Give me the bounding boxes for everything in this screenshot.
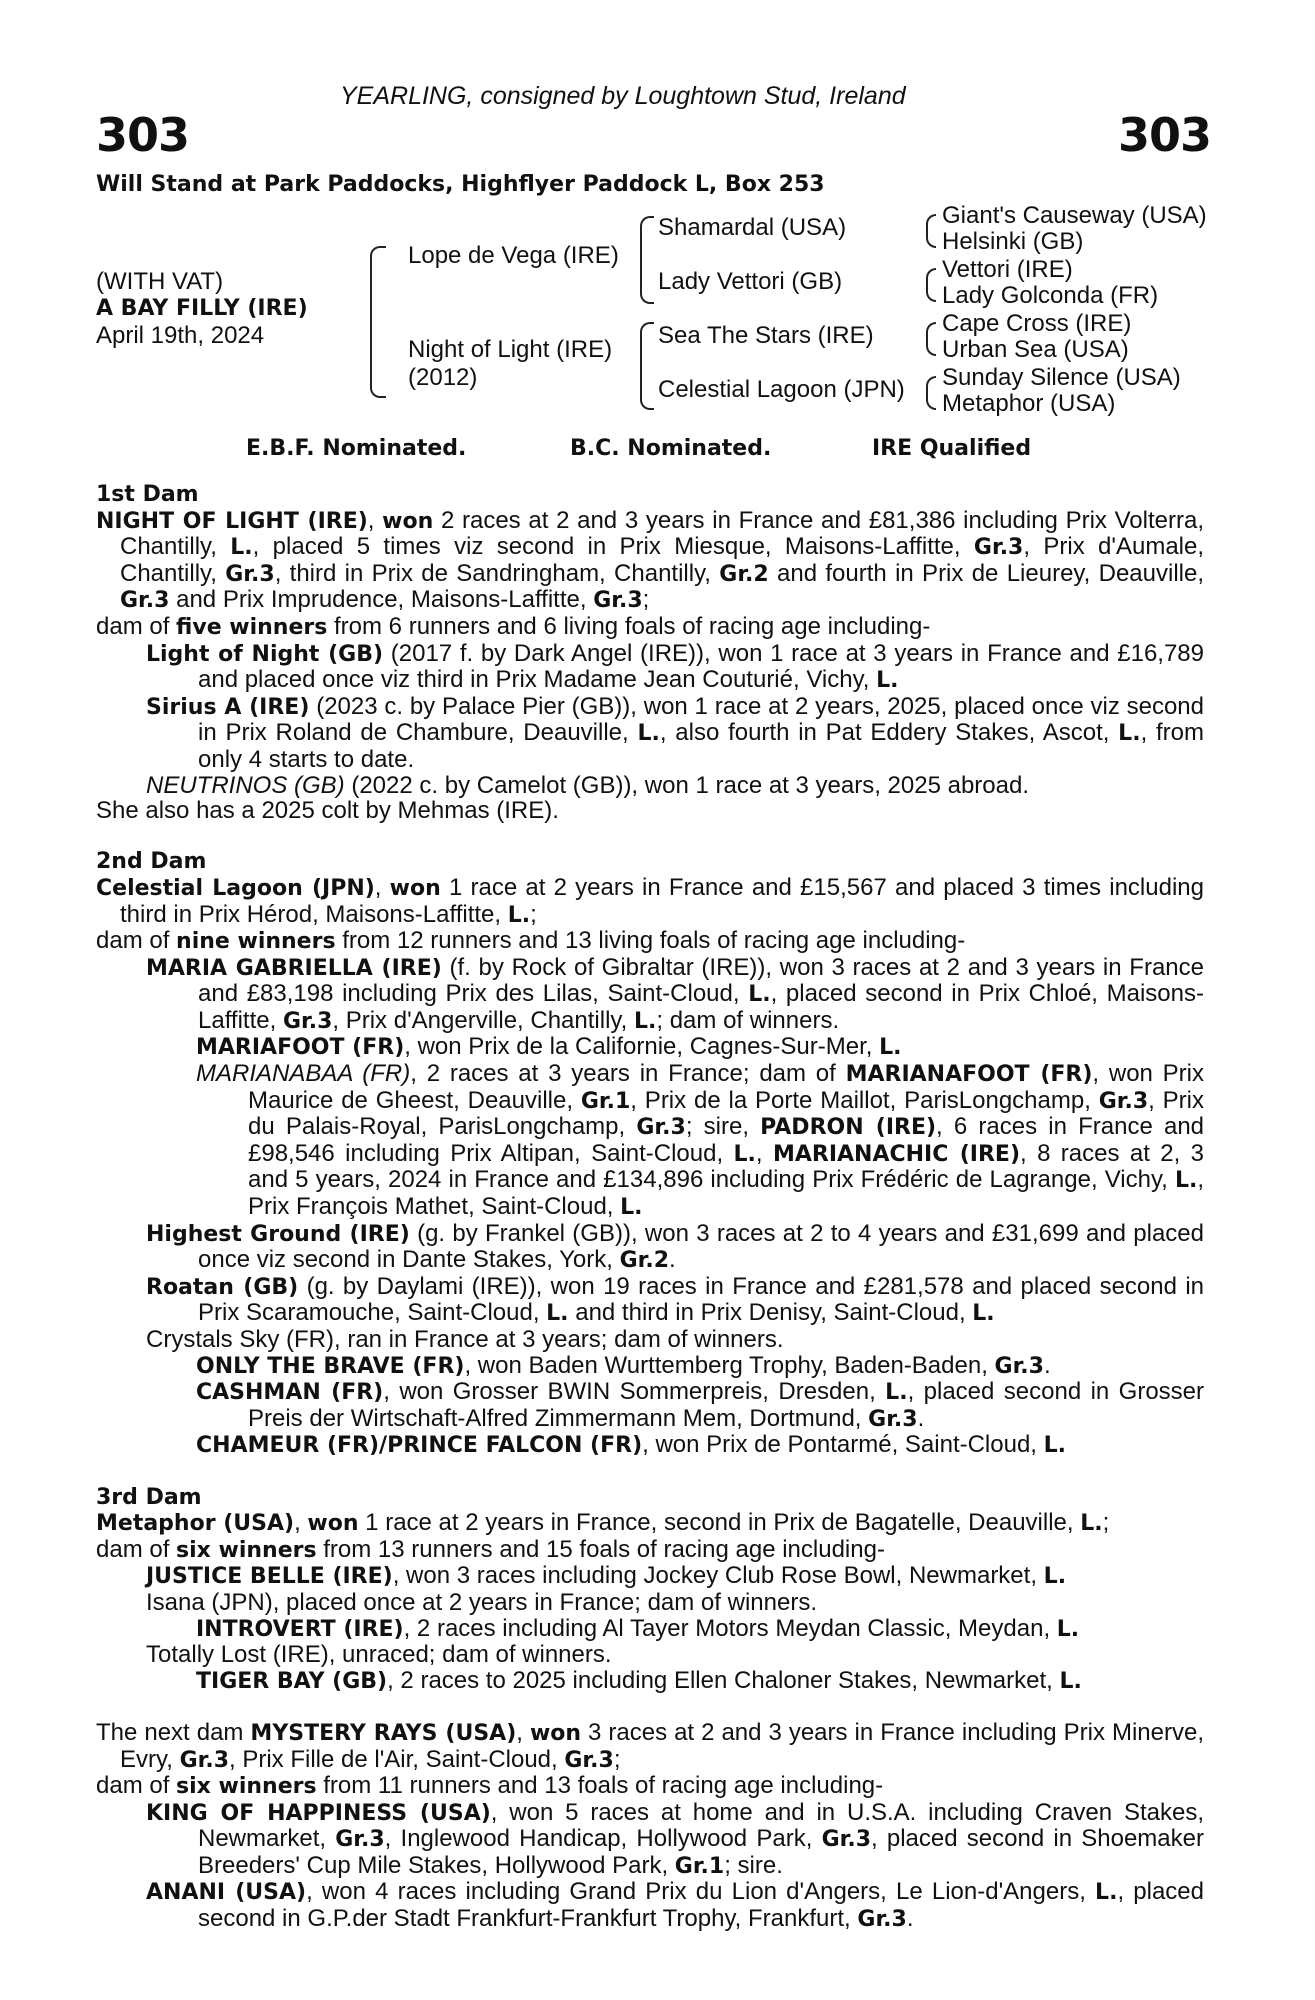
pedigree-entry	[96, 1800, 1204, 1880]
section-heading: 1st Dam	[96, 482, 199, 507]
bold-text: won	[389, 875, 441, 901]
text-run: , also fourth in Pat Eddery Stakes, Ascot,	[659, 719, 1119, 747]
bold-text: Gr.3	[636, 1115, 686, 1141]
bold-text: CHAMEUR (FR)/PRINCE FALCON (FR)	[196, 1433, 643, 1459]
bold-text: Gr.3	[994, 1353, 1044, 1379]
text-run: from 12 runners and 13 living foals of racing age including-	[335, 927, 966, 955]
bold-text: L.	[230, 535, 253, 561]
bold-text: L.	[1174, 1168, 1198, 1194]
bold-text: KING OF HAPPINESS (USA)	[146, 1800, 491, 1826]
text-run: 1 race at 2 years in France, second in Prix de Bagatelle, Deauville,	[358, 1509, 1081, 1537]
text-run: .	[906, 1905, 914, 1933]
text-run: ;	[642, 586, 650, 614]
stand-location: Will Stand at Park Paddocks, Highflyer Paddock L, Box 253	[96, 172, 825, 197]
foaling-date: April 19th, 2024	[96, 322, 265, 349]
text-run: , Prix François Mathet, Saint-Cloud,	[248, 1166, 1204, 1221]
text-run: Crystals Sky (FR), ran in France at 3 years; dam of winners.	[146, 1326, 784, 1353]
pedigree-entry	[96, 875, 1204, 928]
ggp-6: Urban Sea (USA)	[942, 336, 1129, 363]
bold-text: Gr.3	[857, 1907, 907, 1933]
bold-text: PADRON (IRE)	[760, 1115, 937, 1141]
ggp-4: Lady Golconda (FR)	[942, 282, 1159, 309]
text-run: from 13 runners and 15 foals of racing age including-	[316, 1535, 885, 1563]
bold-text: Gr.3	[282, 1008, 333, 1034]
text-run: , 6 races in France and £98,546 including Prix Altipan, Saint-Cloud,	[248, 1113, 1205, 1167]
text-run: , Prix de la Porte Maillot, ParisLongchamp,	[630, 1086, 1099, 1114]
bold-text: Metaphor (USA)	[96, 1511, 295, 1537]
bold-text: MARIAFOOT (FR)	[196, 1035, 405, 1061]
bold-text: Gr.3	[225, 561, 275, 587]
pedigree-brace-sire	[640, 216, 654, 304]
text-run: .	[917, 1404, 925, 1432]
pedigree-entry	[96, 508, 1204, 614]
bold-text: six winners	[176, 1774, 317, 1800]
sire-sire-name: Shamardal (USA)	[658, 214, 847, 241]
bold-text: MYSTERY RAYS (USA)	[250, 1720, 517, 1746]
pedigree-entry	[96, 1061, 1204, 1221]
pedigree-brace-g3	[926, 322, 936, 356]
bold-text: L.	[885, 1380, 908, 1406]
ebf-nominated: E.B.F. Nominated.	[246, 436, 467, 461]
bold-text: TIGER BAY (GB)	[196, 1668, 388, 1694]
ggp-2: Helsinki (GB)	[942, 228, 1084, 255]
pedigree-brace-g4	[926, 376, 936, 410]
bold-text: won	[307, 1511, 359, 1537]
consignment-line: YEARLING, consigned by Loughtown Stud, Ireland	[340, 82, 906, 110]
pedigree-entry	[96, 1510, 1204, 1537]
pedigree-entry	[96, 773, 1204, 799]
text-run: ,	[755, 1139, 773, 1167]
text-run: from 11 runners and 13 foals of racing age including-	[316, 1772, 884, 1800]
text-run: and Prix Imprudence, Maisons-Laffitte,	[169, 586, 594, 614]
bold-text: MARIANACHIC (IRE)	[772, 1141, 1021, 1167]
bold-text: ANANI (USA)	[146, 1880, 307, 1906]
text-run: , placed second in Grosser Preis der Wirtschaft-Alfred Zimmermann Mem, Dortmund,	[248, 1378, 1205, 1432]
text-run: , Prix d'Angerville, Chantilly,	[332, 1006, 634, 1034]
bold-text: L.	[748, 982, 771, 1008]
bold-text: Sirius A (IRE)	[146, 694, 310, 720]
bold-text: L.	[1118, 721, 1141, 747]
vat-note: (WITH VAT)	[96, 268, 224, 295]
bold-text: Gr.3	[973, 535, 1024, 561]
bold-text: L.	[972, 1301, 995, 1327]
pedigree-entry	[96, 614, 1204, 641]
italic-text: MARIANABAA (FR)	[196, 1060, 411, 1088]
section-heading: 2nd Dam	[96, 849, 207, 875]
text-run: She also has a 2025 colt by Mehmas (IRE).	[96, 797, 559, 825]
pedigree-entry	[96, 955, 1204, 1035]
bold-text: L.	[1056, 1616, 1080, 1642]
text-run: dam of	[96, 1535, 177, 1563]
bold-text: Celestial Lagoon (JPN)	[96, 875, 375, 901]
text-run: , 2 races to 2025 including Ellen Chaloner Stakes, Newmarket,	[387, 1666, 1060, 1694]
pedigree-entry	[96, 1034, 1204, 1061]
italic-text: NEUTRINOS (GB)	[146, 771, 345, 799]
sire-name: Lope de Vega (IRE)	[408, 242, 619, 269]
pedigree-brace-g1	[926, 214, 936, 248]
text-run: Totally Lost (IRE), unraced; dam of winners.	[146, 1641, 612, 1669]
pedigree-entry	[96, 1642, 1204, 1668]
produce-record	[96, 482, 1204, 1933]
bold-text: Gr.3	[335, 1827, 385, 1853]
text-run: , 2 races at 3 years in France; dam of	[410, 1060, 846, 1088]
bc-nominated: B.C. Nominated.	[570, 436, 772, 461]
text-run: ,	[294, 1509, 308, 1537]
bold-text: Light of Night (GB)	[146, 641, 384, 667]
bold-text: CASHMAN (FR)	[196, 1380, 384, 1406]
pedigree-brace-main	[370, 246, 386, 398]
bold-text: Gr.3	[564, 1747, 614, 1773]
bold-text: six winners	[176, 1537, 317, 1563]
text-run: dam of	[96, 1772, 177, 1800]
text-run: 1 race at 2 years in France and £15,567 and placed 3 times including third in Prix Hérod, Maisons-Laffitte,	[120, 873, 1204, 928]
ggp-3: Vettori (IRE)	[942, 256, 1073, 283]
bold-text: L.	[633, 1008, 657, 1034]
pedigree-entry	[96, 1773, 1204, 1800]
bold-text: Gr.3	[868, 1406, 918, 1432]
text-run: , won Prix Maurice de Gheest, Deauville,	[248, 1060, 1205, 1114]
bold-text: L.	[1080, 1511, 1103, 1537]
section-heading: 3rd Dam	[96, 1484, 202, 1510]
text-run: and fourth in Prix de Lieurey, Deauville,	[768, 559, 1205, 587]
text-run: , Prix du Palais-Royal, ParisLongchamp,	[248, 1086, 1204, 1141]
bold-text: L.	[1059, 1668, 1082, 1694]
bold-text: Gr.3	[1098, 1088, 1149, 1114]
lot-number-left: 303	[96, 108, 190, 162]
bold-text: Gr.3	[593, 588, 643, 614]
text-run: (2023 c. by Palace Pier (GB)), won 1 race at 2 years, 2025, placed once viz second in Prix Roland de Chambure, Deauville,	[198, 692, 1204, 747]
bold-text: NIGHT OF LIGHT (IRE)	[96, 508, 368, 534]
bold-text: INTROVERT (IRE)	[196, 1616, 404, 1642]
text-run: , placed 5 times viz second in Prix Miesque, Maisons-Laffitte,	[252, 533, 974, 561]
text-run: ;	[613, 1745, 621, 1773]
horse-name: A BAY FILLY (IRE)	[96, 296, 308, 321]
ggp-7: Sunday Silence (USA)	[942, 364, 1181, 391]
pedigree-entry	[96, 1879, 1204, 1932]
pedigree-entry	[96, 1537, 1204, 1564]
text-run: , won 5 races at home and in U.S.A. including Craven Stakes, Newmarket,	[198, 1798, 1204, 1853]
bold-text: Gr.1	[580, 1088, 631, 1114]
bold-text: L.	[733, 1141, 756, 1167]
bold-text: Gr.2	[719, 561, 769, 587]
bold-text: won	[529, 1720, 582, 1746]
text-run: ;	[1102, 1509, 1110, 1537]
bold-text: L.	[507, 902, 531, 928]
pedigree-entry	[96, 694, 1204, 773]
bold-text: Roatan (GB)	[146, 1274, 299, 1300]
pedigree-entry	[96, 1221, 1204, 1274]
bold-text: Gr.3	[179, 1747, 229, 1773]
ggp-8: Metaphor (USA)	[942, 390, 1116, 417]
bold-text: MARIA GABRIELLA (IRE)	[146, 955, 442, 981]
text-run: (g. by Daylami (IRE)), won 19 races in France and £281,578 and placed second in Prix Scaramouche, Saint-Cloud,	[198, 1272, 1204, 1327]
lot-number-right: 303	[1118, 108, 1212, 162]
bold-text: five winners	[176, 614, 328, 640]
bold-text: Gr.1	[674, 1853, 725, 1879]
bold-text: won	[382, 508, 434, 534]
text-run: , placed second in Shoemaker Breeders' Cup Mile Stakes, Hollywood Park,	[198, 1825, 1204, 1879]
text-run: , Prix Fille de l'Air, Saint-Cloud,	[229, 1745, 565, 1773]
pedigree-brace-dam	[640, 322, 654, 410]
bold-text: L.	[876, 668, 899, 694]
bold-text: nine winners	[176, 929, 336, 955]
text-run: ; sire.	[724, 1851, 783, 1879]
bold-text: L.	[637, 721, 660, 747]
ire-qualified: IRE Qualified	[872, 436, 1032, 461]
pedigree-entry	[96, 798, 1204, 824]
pedigree-entry	[96, 928, 1204, 955]
bold-text: Highest Ground (IRE)	[146, 1221, 410, 1247]
text-run: dam of	[96, 927, 177, 955]
text-run: (f. by Rock of Gibraltar (IRE)), won 3 races at 2 and 3 years in France and £83,198 including Prix des Lilas, Saint-Cloud,	[198, 953, 1204, 1008]
dam-year: (2012)	[408, 364, 478, 391]
text-run: ; dam of winners.	[656, 1006, 840, 1034]
bold-text: Gr.3	[821, 1827, 871, 1853]
pedigree-entry	[96, 1353, 1204, 1380]
bold-text: MARIANAFOOT (FR)	[845, 1062, 1093, 1088]
text-run: The next dam	[96, 1718, 251, 1746]
section-gap	[96, 1459, 1204, 1485]
text-run: dam of	[96, 612, 177, 640]
text-run: 2 races at 2 and 3 years in France and £81,386 including Prix Volterra, Chantilly,	[120, 506, 1204, 561]
bold-text: L.	[1043, 1433, 1067, 1459]
text-run: ; sire,	[685, 1113, 761, 1141]
pedigree-entry	[96, 1720, 1204, 1773]
text-run: , won Prix de Pontarmé, Saint-Cloud,	[642, 1431, 1044, 1459]
text-run: ;	[530, 900, 537, 928]
text-run: , won Prix de la Californie, Cagnes-Sur-Mer,	[404, 1033, 880, 1061]
pedigree-brace-g2	[926, 268, 936, 302]
pedigree-entry	[96, 1432, 1204, 1459]
bold-text: Gr.2	[619, 1248, 670, 1274]
ggp-5: Cape Cross (IRE)	[942, 310, 1132, 337]
section-gap	[96, 1694, 1204, 1720]
dam-name: Night of Light (IRE)	[408, 336, 613, 363]
text-run: , third in Prix de Sandringham, Chantilly,	[274, 559, 720, 587]
text-run: (2022 c. by Camelot (GB)), won 1 race at 3 years, 2025 abroad.	[344, 771, 1030, 799]
bold-text: Gr.3	[120, 588, 170, 614]
text-run: , 2 races including Al Tayer Motors Meydan Classic, Meydan,	[403, 1614, 1057, 1642]
text-run: 3 races at 2 and 3 years in France including Prix Minerve, Evry,	[120, 1718, 1204, 1773]
sire-dam-name: Lady Vettori (GB)	[658, 268, 843, 295]
section-gap	[96, 824, 1204, 850]
text-run: , won Grosser BWIN Sommerpreis, Dresden,	[383, 1378, 886, 1406]
bold-text: L.	[546, 1301, 569, 1327]
pedigree-entry	[96, 1668, 1204, 1695]
text-run: ,	[516, 1718, 530, 1746]
text-run: .	[669, 1246, 676, 1274]
pedigree-entry	[96, 641, 1204, 694]
pedigree-entry	[96, 1274, 1204, 1327]
text-run: , placed second in G.P.der Stadt Frankfurt-Frankfurt Trophy, Frankfurt,	[198, 1878, 1204, 1933]
text-run: , 8 races at 2, 3 and 5 years, 2024 in France and £134,896 including Prix Frédéric de Lagrange, Vichy,	[248, 1139, 1205, 1194]
bold-text: L.	[1095, 1880, 1118, 1906]
bold-text: L.	[1043, 1564, 1067, 1590]
text-run: , Prix d'Aumale, Chantilly,	[120, 533, 1205, 587]
bold-text: ONLY THE BRAVE (FR)	[196, 1353, 465, 1379]
text-run: , placed second in Prix Chloé, Maisons-Laffitte,	[198, 980, 1204, 1034]
text-run: and third in Prix Denisy, Saint-Cloud,	[568, 1299, 973, 1327]
text-run: , won 3 races including Jockey Club Rose Bowl, Newmarket,	[392, 1562, 1044, 1590]
text-run: , won Baden Wurttemberg Trophy, Baden-Baden,	[464, 1351, 995, 1379]
pedigree-entry	[96, 1616, 1204, 1643]
text-run: (2017 f. by Dark Angel (IRE)), won 1 race at 3 years in France and £16,789 and placed once viz third in Prix Madame Jean Couturié, Vichy,	[198, 639, 1204, 694]
text-run: , Inglewood Handicap, Hollywood Park,	[384, 1825, 822, 1853]
pedigree-entry	[96, 1590, 1204, 1616]
bold-text: L.	[879, 1035, 902, 1061]
text-run: (g. by Frankel (GB)), won 3 races at 2 to 4 years and £31,699 and placed once viz second in Dante Stakes, York,	[198, 1219, 1204, 1274]
bold-text: L.	[620, 1195, 643, 1221]
text-run: Isana (JPN), placed once at 2 years in France; dam of winners.	[146, 1588, 817, 1616]
text-run: from 6 runners and 6 living foals of racing age including-	[327, 612, 931, 640]
text-run: ,	[374, 873, 390, 901]
text-run: , won 4 races including Grand Prix du Lion d'Angers, Le Lion-d'Angers,	[306, 1878, 1096, 1906]
bold-text: JUSTICE BELLE (IRE)	[146, 1564, 393, 1590]
ggp-1: Giant's Causeway (USA)	[942, 202, 1207, 229]
pedigree-entry	[96, 1379, 1204, 1432]
pedigree-entry	[96, 1563, 1204, 1590]
pedigree-entry	[96, 1327, 1204, 1353]
dam-dam-name: Celestial Lagoon (JPN)	[658, 376, 905, 403]
text-run: .	[1043, 1351, 1051, 1379]
text-run: ,	[367, 506, 383, 534]
dam-sire-name: Sea The Stars (IRE)	[658, 322, 874, 349]
text-run: , from only 4 starts to date.	[198, 719, 1204, 773]
